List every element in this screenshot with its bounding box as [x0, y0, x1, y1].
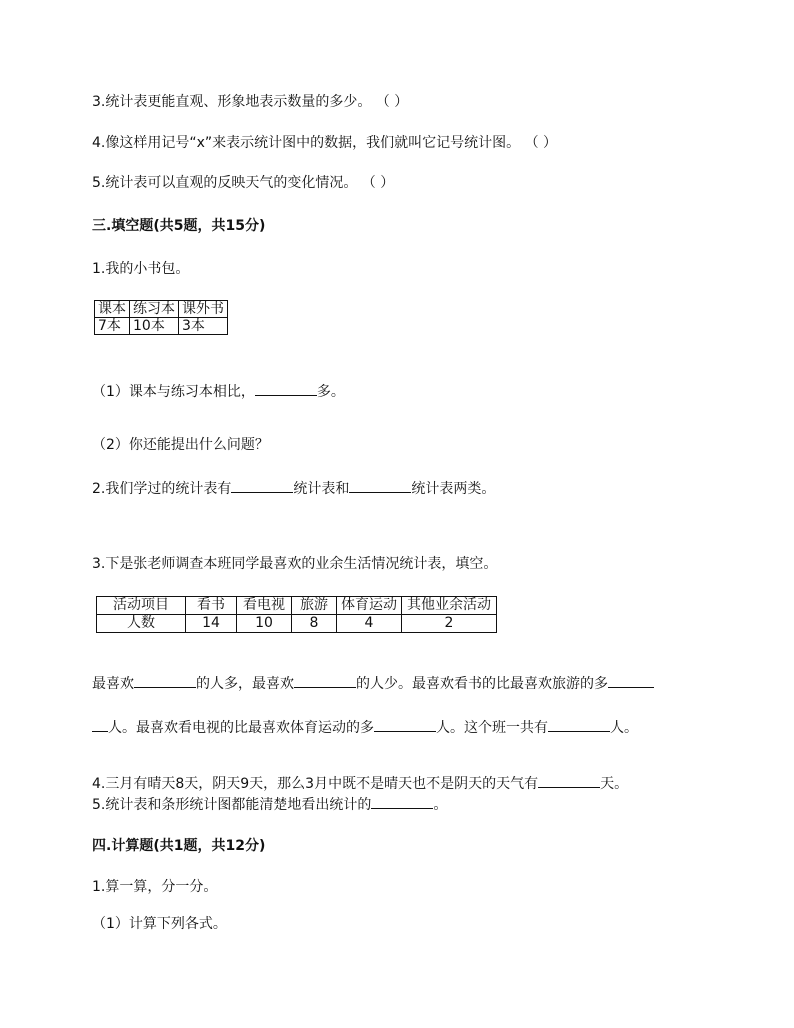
fill-question-5: [92, 794, 447, 814]
table-cell: 7本: [95, 318, 130, 335]
q3-line1-a: 最喜欢: [92, 676, 134, 692]
answer-blank[interactable]: [134, 673, 196, 688]
answer-blank[interactable]: [231, 478, 293, 493]
q2-text-c: 统计表两类。: [411, 481, 496, 497]
table-cell: 4: [337, 615, 402, 633]
fill-question-3-line2: [92, 717, 638, 737]
table-header-cell: 课外书: [179, 301, 228, 318]
judge-question-5: 5.统计表可以直观的反映天气的变化情况。 （ ）: [92, 175, 395, 191]
answer-blank[interactable]: [349, 478, 411, 493]
table-row-label: 人数: [97, 615, 186, 633]
answer-blank[interactable]: [371, 794, 433, 809]
table-cell: 2: [402, 615, 497, 633]
section-heading-calculation: 四.计算题(共1题，共12分): [92, 838, 266, 854]
table-cell: 14: [186, 615, 237, 633]
table-header-cell: 看书: [186, 597, 237, 615]
answer-blank[interactable]: [294, 673, 356, 688]
table-cell: 8: [292, 615, 337, 633]
table-cell: 3本: [179, 318, 228, 335]
fill-question-3-line1: [92, 673, 654, 693]
table-row: [95, 301, 228, 318]
table-header-cell: 其他业余活动: [402, 597, 497, 615]
sub1-text-b: 多。: [316, 384, 345, 400]
book-bag-table: [94, 300, 228, 335]
fill-question-4: [92, 773, 628, 793]
table-header-cell: 旅游: [292, 597, 337, 615]
fill-question-3: 3.下是张老师调查本班同学最喜欢的业余生活情况统计表，填空。: [92, 556, 498, 572]
q4-text-a: 4.三月有晴天8天，阴天9天，那么3月中既不是晴天也不是阴天的天气有: [92, 776, 539, 792]
calc-question-1-sub1: （1）计算下列各式。: [92, 916, 227, 932]
q5-text-a: 5.统计表和条形统计图都能清楚地看出统计的: [92, 797, 372, 813]
table-row: [97, 615, 497, 633]
q5-text-b: 。: [433, 797, 448, 813]
table-cell: 10本: [130, 318, 179, 335]
q2-text-a: 2.我们学过的统计表有: [92, 481, 232, 497]
answer-blank[interactable]: [92, 717, 108, 732]
judge-question-3: 3.统计表更能直观、形象地表示数量的多少。 （ ）: [92, 94, 409, 110]
q3-line2-b: 人。这个班一共有: [436, 720, 548, 736]
judge-question-4: 4.像这样用记号“x”来表示统计图中的数据，我们就叫它记号统计图。 （ ）: [92, 135, 558, 151]
q3-line1-c: 的人少。最喜欢看书的比最喜欢旅游的多: [356, 676, 608, 692]
table-row: [97, 597, 497, 615]
calc-question-1: 1.算一算，分一分。: [92, 879, 218, 895]
fill-question-1-sub2: （2）你还能提出什么问题？: [92, 437, 269, 453]
activity-survey-table: [96, 596, 497, 633]
fill-question-2: [92, 478, 495, 498]
fill-question-1-sub1: [92, 381, 345, 401]
answer-blank[interactable]: [255, 381, 317, 396]
table-header-cell: 练习本: [130, 301, 179, 318]
answer-blank[interactable]: [374, 717, 436, 732]
answer-blank[interactable]: [548, 717, 610, 732]
fill-question-1: 1.我的小书包。: [92, 261, 190, 277]
section-heading-fill-in: 三.填空题(共5题，共15分): [92, 218, 266, 234]
sub1-text-a: （1）课本与练习本相比，: [92, 384, 255, 400]
table-header-cell: 看电视: [237, 597, 292, 615]
q3-line1-b: 的人多，最喜欢: [196, 676, 294, 692]
q3-line2-a: 人。最喜欢看电视的比最喜欢体育运动的多: [108, 720, 374, 736]
table-row: [95, 318, 228, 335]
q2-text-b: 统计表和: [293, 481, 350, 497]
table-header-cell: 活动项目: [97, 597, 186, 615]
answer-blank[interactable]: [608, 673, 654, 688]
table-header-cell: 课本: [95, 301, 130, 318]
q3-line2-c: 人。: [610, 720, 638, 736]
table-cell: 10: [237, 615, 292, 633]
q4-text-b: 天。: [600, 776, 629, 792]
answer-blank[interactable]: [538, 773, 600, 788]
table-header-cell: 体育运动: [337, 597, 402, 615]
